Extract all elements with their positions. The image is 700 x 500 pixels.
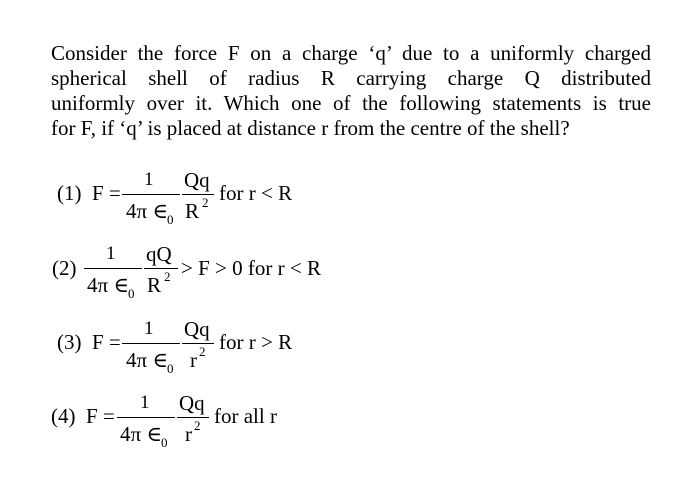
subscript: 0 [167,212,174,227]
option-lhs: F = [86,404,115,428]
superscript: 2 [194,418,201,433]
option-number: (3) [57,330,82,354]
fraction-denominator: R [147,273,162,297]
option-lhs: F = [92,181,121,205]
fraction-denominator: 4π ∈ [87,273,129,297]
option-condition: for r < R [219,181,293,205]
option-condition: for all r [214,404,277,428]
fraction-numerator: Qq [184,317,210,341]
question-line: Consider the force F on a charge ‘q’ due to a uniformly charged [51,41,651,65]
fraction-denominator: R [185,199,200,223]
option-number: (1) [57,181,82,205]
fraction-denominator: r [190,348,197,372]
question-text [51,41,651,141]
fraction-bar [182,343,214,344]
question-line: for F, if ‘q’ is placed at distance r from the centre of the shell? [51,116,570,140]
subscript: 0 [167,361,174,376]
subscript: 0 [128,286,135,301]
fraction-denominator: 4π ∈ [120,422,162,446]
fraction-bar [122,343,180,344]
question-line: uniformly over it. Which one of the following statements is true [51,91,651,115]
fraction-bar [122,194,180,195]
option-lhs: F = [92,330,121,354]
option-condition: for r > R [219,330,293,354]
superscript: 2 [164,269,171,284]
fraction-bar [144,268,178,269]
option-number: (2) [52,256,77,280]
fraction-numerator: Qq [179,391,205,415]
fraction-bar [182,194,214,195]
fraction-numerator: 1 [144,318,154,339]
fraction-bar [177,417,209,418]
subscript: 0 [161,435,168,450]
superscript: 2 [199,344,206,359]
question-line: spherical shell of radius R carrying charge Q distributed [51,66,651,90]
option-condition: > F > 0 for r < R [181,256,321,280]
fraction-denominator: 4π ∈ [126,348,168,372]
fraction-numerator: Qq [184,168,210,192]
fraction-numerator: 1 [140,392,150,413]
fraction-bar [84,268,142,269]
fraction-numerator: 1 [144,169,154,190]
superscript: 2 [202,195,209,210]
option-number: (4) [51,404,76,428]
fraction-bar [117,417,175,418]
fraction-numerator: qQ [146,242,172,266]
fraction-denominator: 4π ∈ [126,199,168,223]
fraction-denominator: r [185,422,192,446]
fraction-numerator: 1 [106,243,116,264]
